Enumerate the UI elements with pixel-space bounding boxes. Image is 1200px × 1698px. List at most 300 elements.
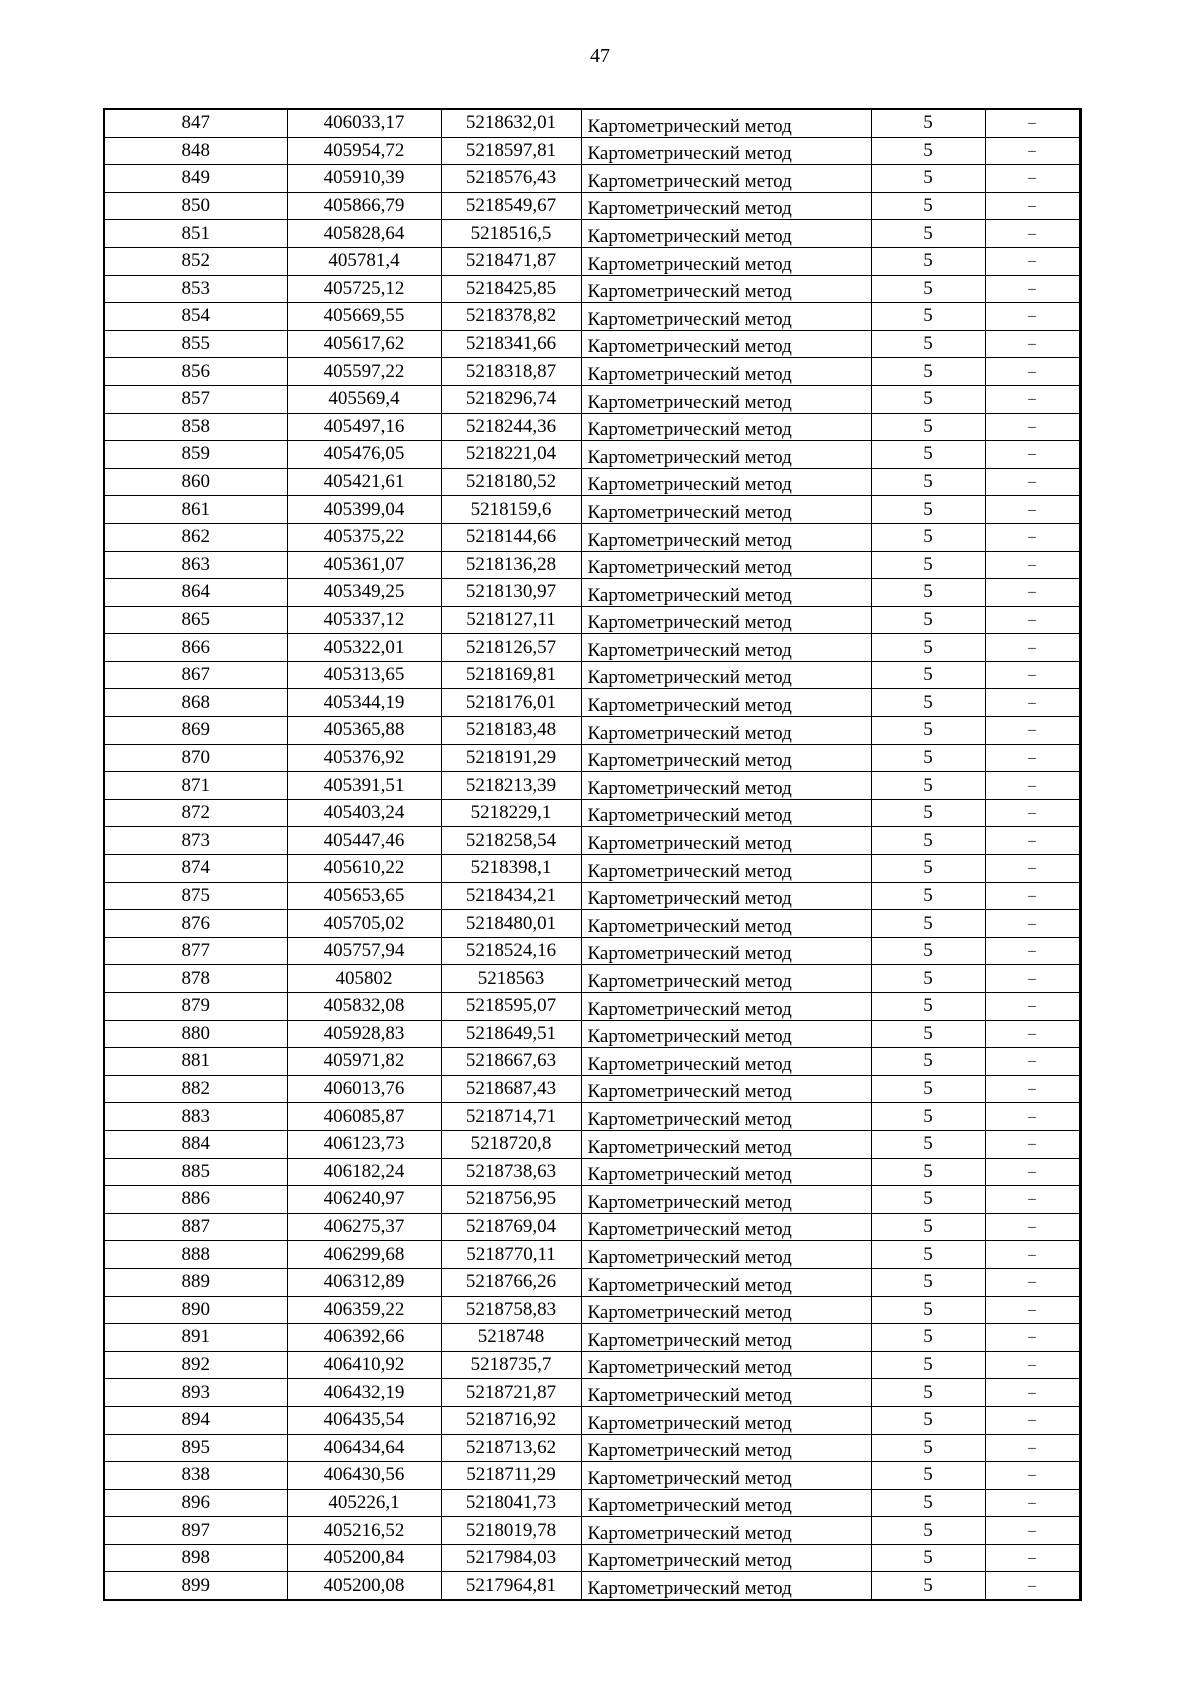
x-coordinate-cell: 406275,37 <box>287 1213 441 1241</box>
method-cell: Картометрический метод <box>581 606 871 634</box>
accuracy-cell: 5 <box>871 1048 985 1076</box>
description-cell: – <box>985 358 1080 386</box>
accuracy-cell: 5 <box>871 1379 985 1407</box>
method-cell: Картометрический метод <box>581 1351 871 1379</box>
description-cell: – <box>985 496 1080 524</box>
point-number-cell: 858 <box>104 413 287 441</box>
point-number-cell: 869 <box>104 717 287 745</box>
table-row <box>104 827 1080 855</box>
table-row <box>104 744 1080 772</box>
table-row <box>104 1517 1080 1545</box>
method-cell: Картометрический метод <box>581 551 871 579</box>
method-cell: Картометрический метод <box>581 1075 871 1103</box>
method-cell: Картометрический метод <box>581 441 871 469</box>
description-cell: – <box>985 1544 1080 1572</box>
x-coordinate-cell: 405781,4 <box>287 247 441 275</box>
point-number-cell: 885 <box>104 1158 287 1186</box>
method-cell: Картометрический метод <box>581 965 871 993</box>
description-cell: – <box>985 468 1080 496</box>
method-cell: Картометрический метод <box>581 1324 871 1352</box>
description-cell: – <box>985 1324 1080 1352</box>
x-coordinate-cell: 405476,05 <box>287 441 441 469</box>
x-coordinate-cell: 405832,08 <box>287 993 441 1021</box>
description-cell: – <box>985 192 1080 220</box>
y-coordinate-cell: 5218748 <box>441 1324 581 1352</box>
method-cell: Картометрический метод <box>581 247 871 275</box>
table-row <box>104 1186 1080 1214</box>
point-number-cell: 893 <box>104 1379 287 1407</box>
table-row <box>104 661 1080 689</box>
method-cell: Картометрический метод <box>581 1103 871 1131</box>
accuracy-cell: 5 <box>871 1241 985 1269</box>
point-number-cell: 868 <box>104 689 287 717</box>
point-number-cell: 894 <box>104 1406 287 1434</box>
x-coordinate-cell: 406240,97 <box>287 1186 441 1214</box>
table-row <box>104 137 1080 165</box>
method-cell: Картометрический метод <box>581 358 871 386</box>
method-cell: Картометрический метод <box>581 1517 871 1545</box>
table-row <box>104 303 1080 331</box>
point-number-cell: 892 <box>104 1351 287 1379</box>
y-coordinate-cell: 5218169,81 <box>441 661 581 689</box>
description-cell: – <box>985 661 1080 689</box>
table-row <box>104 717 1080 745</box>
table-row <box>104 358 1080 386</box>
table-row <box>104 551 1080 579</box>
method-cell: Картометрический метод <box>581 579 871 607</box>
description-cell: – <box>985 744 1080 772</box>
y-coordinate-cell: 5218041,73 <box>441 1489 581 1517</box>
point-number-cell: 897 <box>104 1517 287 1545</box>
description-cell: – <box>985 1296 1080 1324</box>
y-coordinate-cell: 5218398,1 <box>441 855 581 883</box>
x-coordinate-cell: 405361,07 <box>287 551 441 579</box>
x-coordinate-cell: 406430,56 <box>287 1462 441 1490</box>
description-cell: – <box>985 606 1080 634</box>
method-cell: Картометрический метод <box>581 1462 871 1490</box>
accuracy-cell: 5 <box>871 744 985 772</box>
y-coordinate-cell: 5218769,04 <box>441 1213 581 1241</box>
point-number-cell: 880 <box>104 1020 287 1048</box>
y-coordinate-cell: 5218258,54 <box>441 827 581 855</box>
y-coordinate-cell: 5218524,16 <box>441 937 581 965</box>
table-row <box>104 965 1080 993</box>
x-coordinate-cell: 405828,64 <box>287 220 441 248</box>
point-number-cell: 891 <box>104 1324 287 1352</box>
table-row <box>104 330 1080 358</box>
accuracy-cell: 5 <box>871 1462 985 1490</box>
page-number: 47 <box>590 45 610 67</box>
accuracy-cell: 5 <box>871 772 985 800</box>
point-number-cell: 886 <box>104 1186 287 1214</box>
y-coordinate-cell: 5218127,11 <box>441 606 581 634</box>
description-cell: – <box>985 855 1080 883</box>
accuracy-cell: 5 <box>871 1324 985 1352</box>
y-coordinate-cell: 5218136,28 <box>441 551 581 579</box>
accuracy-cell: 5 <box>871 717 985 745</box>
point-number-cell: 884 <box>104 1130 287 1158</box>
x-coordinate-cell: 405910,39 <box>287 165 441 193</box>
x-coordinate-cell: 405669,55 <box>287 303 441 331</box>
point-number-cell: 848 <box>104 137 287 165</box>
accuracy-cell: 5 <box>871 109 985 137</box>
x-coordinate-cell: 406299,68 <box>287 1241 441 1269</box>
accuracy-cell: 5 <box>871 220 985 248</box>
description-cell: – <box>985 1379 1080 1407</box>
y-coordinate-cell: 5218576,43 <box>441 165 581 193</box>
accuracy-cell: 5 <box>871 303 985 331</box>
point-number-cell: 887 <box>104 1213 287 1241</box>
method-cell: Картометрический метод <box>581 1130 871 1158</box>
accuracy-cell: 5 <box>871 551 985 579</box>
table-row <box>104 1103 1080 1131</box>
accuracy-cell: 5 <box>871 330 985 358</box>
point-number-cell: 879 <box>104 993 287 1021</box>
point-number-cell: 860 <box>104 468 287 496</box>
description-cell: – <box>985 1103 1080 1131</box>
accuracy-cell: 5 <box>871 799 985 827</box>
table-row <box>104 1020 1080 1048</box>
point-number-cell: 847 <box>104 109 287 137</box>
table-row <box>104 1544 1080 1572</box>
table-row <box>104 247 1080 275</box>
y-coordinate-cell: 5218318,87 <box>441 358 581 386</box>
x-coordinate-cell: 406392,66 <box>287 1324 441 1352</box>
description-cell: – <box>985 385 1080 413</box>
point-number-cell: 875 <box>104 882 287 910</box>
y-coordinate-cell: 5218019,78 <box>441 1517 581 1545</box>
y-coordinate-cell: 5218480,01 <box>441 910 581 938</box>
x-coordinate-cell: 405610,22 <box>287 855 441 883</box>
x-coordinate-cell: 405705,02 <box>287 910 441 938</box>
accuracy-cell: 5 <box>871 579 985 607</box>
y-coordinate-cell: 5218516,5 <box>441 220 581 248</box>
accuracy-cell: 5 <box>871 910 985 938</box>
method-cell: Картометрический метод <box>581 1406 871 1434</box>
point-number-cell: 876 <box>104 910 287 938</box>
description-cell: – <box>985 441 1080 469</box>
description-cell: – <box>985 1158 1080 1186</box>
point-number-cell: 877 <box>104 937 287 965</box>
accuracy-cell: 5 <box>871 827 985 855</box>
table-row <box>104 1462 1080 1490</box>
method-cell: Картометрический метод <box>581 1489 871 1517</box>
point-number-cell: 873 <box>104 827 287 855</box>
method-cell: Картометрический метод <box>581 220 871 248</box>
method-cell: Картометрический метод <box>581 192 871 220</box>
table-row <box>104 1213 1080 1241</box>
table-row <box>104 109 1080 137</box>
y-coordinate-cell: 5218434,21 <box>441 882 581 910</box>
x-coordinate-cell: 405200,08 <box>287 1572 441 1600</box>
y-coordinate-cell: 5218766,26 <box>441 1268 581 1296</box>
y-coordinate-cell: 5218378,82 <box>441 303 581 331</box>
method-cell: Картометрический метод <box>581 1158 871 1186</box>
point-number-cell: 862 <box>104 523 287 551</box>
point-number-cell: 883 <box>104 1103 287 1131</box>
description-cell: – <box>985 330 1080 358</box>
accuracy-cell: 5 <box>871 1296 985 1324</box>
point-number-cell: 863 <box>104 551 287 579</box>
y-coordinate-cell: 5218758,83 <box>441 1296 581 1324</box>
y-coordinate-cell: 5218221,04 <box>441 441 581 469</box>
method-cell: Картометрический метод <box>581 772 871 800</box>
table-row <box>104 1130 1080 1158</box>
y-coordinate-cell: 5218667,63 <box>441 1048 581 1076</box>
point-number-cell: 872 <box>104 799 287 827</box>
table-row <box>104 1075 1080 1103</box>
point-number-cell: 899 <box>104 1572 287 1600</box>
point-number-cell: 852 <box>104 247 287 275</box>
x-coordinate-cell: 405497,16 <box>287 413 441 441</box>
y-coordinate-cell: 5218720,8 <box>441 1130 581 1158</box>
method-cell: Картометрический метод <box>581 330 871 358</box>
method-cell: Картометрический метод <box>581 385 871 413</box>
table-row <box>104 275 1080 303</box>
point-number-cell: 874 <box>104 855 287 883</box>
accuracy-cell: 5 <box>871 358 985 386</box>
point-number-cell: 871 <box>104 772 287 800</box>
accuracy-cell: 5 <box>871 1075 985 1103</box>
description-cell: – <box>985 965 1080 993</box>
x-coordinate-cell: 405322,01 <box>287 634 441 662</box>
accuracy-cell: 5 <box>871 993 985 1021</box>
method-cell: Картометрический метод <box>581 1544 871 1572</box>
description-cell: – <box>985 523 1080 551</box>
description-cell: – <box>985 1489 1080 1517</box>
description-cell: – <box>985 165 1080 193</box>
y-coordinate-cell: 5218191,29 <box>441 744 581 772</box>
method-cell: Картометрический метод <box>581 468 871 496</box>
description-cell: – <box>985 827 1080 855</box>
method-cell: Картометрический метод <box>581 165 871 193</box>
description-cell: – <box>985 937 1080 965</box>
method-cell: Картометрический метод <box>581 1296 871 1324</box>
table-row <box>104 1158 1080 1186</box>
method-cell: Картометрический метод <box>581 689 871 717</box>
x-coordinate-cell: 405725,12 <box>287 275 441 303</box>
method-cell: Картометрический метод <box>581 744 871 772</box>
method-cell: Картометрический метод <box>581 413 871 441</box>
method-cell: Картометрический метод <box>581 1572 871 1600</box>
accuracy-cell: 5 <box>871 247 985 275</box>
accuracy-cell: 5 <box>871 1544 985 1572</box>
x-coordinate-cell: 405569,4 <box>287 385 441 413</box>
description-cell: – <box>985 882 1080 910</box>
point-number-cell: 855 <box>104 330 287 358</box>
y-coordinate-cell: 5218687,43 <box>441 1075 581 1103</box>
table-row <box>104 937 1080 965</box>
table-row <box>104 468 1080 496</box>
description-cell: – <box>985 579 1080 607</box>
method-cell: Картометрический метод <box>581 109 871 137</box>
point-number-cell: 895 <box>104 1434 287 1462</box>
description-cell: – <box>985 303 1080 331</box>
table-row <box>104 1351 1080 1379</box>
accuracy-cell: 5 <box>871 1489 985 1517</box>
description-cell: – <box>985 993 1080 1021</box>
accuracy-cell: 5 <box>871 1130 985 1158</box>
y-coordinate-cell: 5218159,6 <box>441 496 581 524</box>
y-coordinate-cell: 5218229,1 <box>441 799 581 827</box>
table-row <box>104 606 1080 634</box>
point-number-cell: 853 <box>104 275 287 303</box>
accuracy-cell: 5 <box>871 1434 985 1462</box>
point-number-cell: 878 <box>104 965 287 993</box>
accuracy-cell: 5 <box>871 689 985 717</box>
accuracy-cell: 5 <box>871 855 985 883</box>
table-row <box>104 441 1080 469</box>
method-cell: Картометрический метод <box>581 496 871 524</box>
y-coordinate-cell: 5218183,48 <box>441 717 581 745</box>
table-row <box>104 1296 1080 1324</box>
accuracy-cell: 5 <box>871 413 985 441</box>
x-coordinate-cell: 405376,92 <box>287 744 441 772</box>
method-cell: Картометрический метод <box>581 661 871 689</box>
accuracy-cell: 5 <box>871 1158 985 1186</box>
x-coordinate-cell: 405226,1 <box>287 1489 441 1517</box>
point-number-cell: 864 <box>104 579 287 607</box>
point-number-cell: 866 <box>104 634 287 662</box>
x-coordinate-cell: 406013,76 <box>287 1075 441 1103</box>
description-cell: – <box>985 1075 1080 1103</box>
x-coordinate-cell: 406435,54 <box>287 1406 441 1434</box>
y-coordinate-cell: 5218341,66 <box>441 330 581 358</box>
y-coordinate-cell: 5218176,01 <box>441 689 581 717</box>
description-cell: – <box>985 634 1080 662</box>
table-row <box>104 689 1080 717</box>
x-coordinate-cell: 406085,87 <box>287 1103 441 1131</box>
accuracy-cell: 5 <box>871 275 985 303</box>
accuracy-cell: 5 <box>871 468 985 496</box>
point-number-cell: 889 <box>104 1268 287 1296</box>
method-cell: Картометрический метод <box>581 1268 871 1296</box>
method-cell: Картометрический метод <box>581 1434 871 1462</box>
point-number-cell: 856 <box>104 358 287 386</box>
point-number-cell: 851 <box>104 220 287 248</box>
x-coordinate-cell: 405403,24 <box>287 799 441 827</box>
description-cell: – <box>985 1241 1080 1269</box>
x-coordinate-cell: 405344,19 <box>287 689 441 717</box>
table-row <box>104 772 1080 800</box>
description-cell: – <box>985 1130 1080 1158</box>
description-cell: – <box>985 1462 1080 1490</box>
description-cell: – <box>985 551 1080 579</box>
x-coordinate-cell: 405954,72 <box>287 137 441 165</box>
y-coordinate-cell: 5218244,36 <box>441 413 581 441</box>
accuracy-cell: 5 <box>871 496 985 524</box>
accuracy-cell: 5 <box>871 1572 985 1600</box>
point-number-cell: 888 <box>104 1241 287 1269</box>
accuracy-cell: 5 <box>871 882 985 910</box>
point-number-cell: 898 <box>104 1544 287 1572</box>
table-row <box>104 910 1080 938</box>
point-number-cell: 850 <box>104 192 287 220</box>
description-cell: – <box>985 1406 1080 1434</box>
x-coordinate-cell: 405313,65 <box>287 661 441 689</box>
table-row <box>104 413 1080 441</box>
table-row <box>104 1379 1080 1407</box>
table-row <box>104 855 1080 883</box>
y-coordinate-cell: 5218563 <box>441 965 581 993</box>
accuracy-cell: 5 <box>871 606 985 634</box>
y-coordinate-cell: 5218144,66 <box>441 523 581 551</box>
x-coordinate-cell: 405216,52 <box>287 1517 441 1545</box>
point-number-cell: 857 <box>104 385 287 413</box>
point-number-cell: 865 <box>104 606 287 634</box>
y-coordinate-cell: 5218649,51 <box>441 1020 581 1048</box>
x-coordinate-cell: 406432,19 <box>287 1379 441 1407</box>
description-cell: – <box>985 1213 1080 1241</box>
method-cell: Картометрический метод <box>581 137 871 165</box>
x-coordinate-cell: 406033,17 <box>287 109 441 137</box>
point-number-cell: 854 <box>104 303 287 331</box>
x-coordinate-cell: 406312,89 <box>287 1268 441 1296</box>
x-coordinate-cell: 405757,94 <box>287 937 441 965</box>
description-cell: – <box>985 1434 1080 1462</box>
table-row <box>104 523 1080 551</box>
y-coordinate-cell: 5218721,87 <box>441 1379 581 1407</box>
x-coordinate-cell: 405375,22 <box>287 523 441 551</box>
x-coordinate-cell: 405928,83 <box>287 1020 441 1048</box>
y-coordinate-cell: 5218425,85 <box>441 275 581 303</box>
accuracy-cell: 5 <box>871 634 985 662</box>
x-coordinate-cell: 405971,82 <box>287 1048 441 1076</box>
x-coordinate-cell: 405866,79 <box>287 192 441 220</box>
accuracy-cell: 5 <box>871 661 985 689</box>
table-row <box>104 579 1080 607</box>
table-row <box>104 165 1080 193</box>
table-row <box>104 634 1080 662</box>
description-cell: – <box>985 247 1080 275</box>
point-number-cell: 849 <box>104 165 287 193</box>
x-coordinate-cell: 405653,65 <box>287 882 441 910</box>
accuracy-cell: 5 <box>871 937 985 965</box>
method-cell: Картометрический метод <box>581 910 871 938</box>
x-coordinate-cell: 405200,84 <box>287 1544 441 1572</box>
accuracy-cell: 5 <box>871 1103 985 1131</box>
accuracy-cell: 5 <box>871 1351 985 1379</box>
table-body <box>104 109 1080 1600</box>
method-cell: Картометрический метод <box>581 827 871 855</box>
method-cell: Картометрический метод <box>581 303 871 331</box>
accuracy-cell: 5 <box>871 1268 985 1296</box>
description-cell: – <box>985 1020 1080 1048</box>
y-coordinate-cell: 5218471,87 <box>441 247 581 275</box>
point-number-cell: 881 <box>104 1048 287 1076</box>
table-row <box>104 192 1080 220</box>
description-cell: – <box>985 413 1080 441</box>
table-row <box>104 1241 1080 1269</box>
description-cell: – <box>985 1572 1080 1600</box>
description-cell: – <box>985 689 1080 717</box>
point-number-cell: 896 <box>104 1489 287 1517</box>
coordinates-table <box>103 108 1082 1601</box>
description-cell: – <box>985 1186 1080 1214</box>
description-cell: – <box>985 220 1080 248</box>
accuracy-cell: 5 <box>871 1517 985 1545</box>
method-cell: Картометрический метод <box>581 937 871 965</box>
method-cell: Картометрический метод <box>581 523 871 551</box>
table-row <box>104 496 1080 524</box>
y-coordinate-cell: 5218711,29 <box>441 1462 581 1490</box>
table-row <box>104 1434 1080 1462</box>
method-cell: Картометрический метод <box>581 1020 871 1048</box>
method-cell: Картометрический метод <box>581 799 871 827</box>
y-coordinate-cell: 5218756,95 <box>441 1186 581 1214</box>
table-row <box>104 993 1080 1021</box>
accuracy-cell: 5 <box>871 1406 985 1434</box>
